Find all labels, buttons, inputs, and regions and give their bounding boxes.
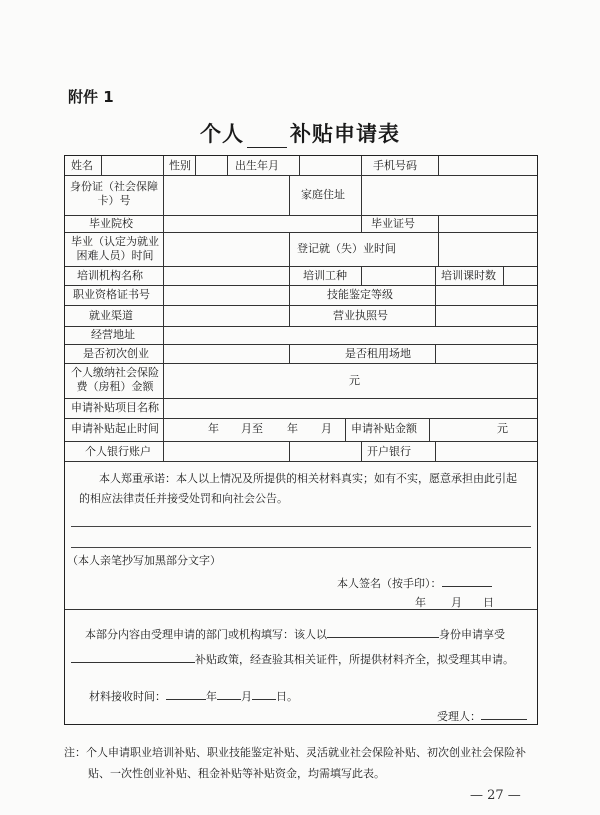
footnote — [64, 742, 544, 784]
receipt-month-blank[interactable] — [217, 688, 241, 700]
label-period: 申请补贴起止时间 — [71, 422, 159, 435]
label-registration: 登记就（失）业时间 — [297, 242, 396, 255]
receipt-day-blank[interactable] — [252, 688, 276, 700]
pledge-year: 年 — [415, 596, 426, 609]
label-project: 申请补贴项目名称 — [71, 401, 159, 414]
application-form — [64, 155, 538, 725]
pledge-month: 月 — [451, 596, 462, 609]
form-title — [0, 118, 600, 148]
title-prefix: 个人 — [200, 121, 244, 146]
signature-label: 本人签名（按手印）： — [337, 575, 492, 591]
label-bank: 开户银行 — [367, 445, 411, 458]
label-insurance: 个人缴纳社会保险费（房租）金额 — [71, 366, 159, 393]
copy-line-1[interactable] — [71, 526, 531, 527]
footnote-line1: 注：个人申请职业培训补贴、职业技能鉴定补贴、灵活就业社会保险补贴、初次创业社会保险补 — [64, 746, 526, 759]
label-first-startup: 是否初次创业 — [83, 347, 149, 360]
label-channel: 就业渠道 — [89, 309, 133, 322]
pledge-day: 日 — [483, 596, 494, 609]
period-month2: 月 — [321, 422, 332, 435]
policy-blank[interactable] — [71, 651, 195, 663]
label-address: 家庭住址 — [301, 188, 345, 201]
label-school: 毕业院校 — [89, 217, 133, 230]
identity-blank[interactable] — [327, 626, 439, 638]
receipt-time: 材料接收时间： 年 月 日。 — [89, 690, 298, 703]
copy-line-2[interactable] — [71, 547, 531, 548]
handler-label: 受理人： — [437, 708, 527, 724]
label-hours: 培训课时数 — [441, 269, 496, 282]
page-number: — 27 — — [470, 788, 521, 803]
label-amount: 申请补贴金额 — [351, 422, 417, 435]
attachment-label: 附件 1 — [68, 88, 114, 106]
receipt-year-blank[interactable] — [166, 688, 206, 700]
label-name: 姓名 — [71, 159, 93, 172]
footnote-line2: 贴、一次性创业补贴、租金补贴等补贴资金，均需填写此表。 — [88, 767, 385, 780]
label-gender: 性别 — [169, 159, 191, 172]
label-account: 个人银行账户 — [85, 445, 151, 458]
unit-yuan-amount: 元 — [497, 422, 508, 435]
period-month-to: 月至 — [241, 422, 263, 435]
label-qual-no: 职业资格证书号 — [73, 288, 150, 301]
signature-blank[interactable] — [442, 575, 492, 587]
period-year2: 年 — [287, 422, 298, 435]
label-birth: 出生年月 — [235, 159, 279, 172]
label-skill-level: 技能鉴定等级 — [327, 288, 393, 301]
label-grad-time: 毕业（认定为就业困难人员）时间 — [71, 235, 159, 262]
label-id-card: 身份证（社会保障卡）号 — [70, 180, 158, 207]
label-biz-addr: 经营地址 — [91, 328, 135, 341]
office-line1: 本部分内容由受理申请的部门或机构填写：该人以 身份申请享受 — [85, 628, 505, 641]
title-suffix: 补贴申请表 — [290, 121, 400, 146]
pledge-text: 本人郑重承诺：本人以上情况及所提供的相关材料真实；如有不实，愿意承担由此引起的相应法律责任并接受处罚和向社会公告。 — [79, 472, 517, 505]
unit-yuan-insurance: 元 — [349, 374, 360, 387]
label-cert-no: 毕业证号 — [371, 217, 415, 230]
label-license: 营业执照号 — [333, 309, 388, 322]
label-phone: 手机号码 — [373, 159, 417, 172]
handler-blank[interactable] — [481, 708, 527, 720]
label-rented: 是否租用场地 — [345, 347, 411, 360]
office-line2: 补贴政策，经查验其相关证件，所提供材料齐全，拟受理其申请。 — [71, 651, 514, 667]
copy-hint: （本人亲笔抄写加黑部分文字） — [67, 554, 221, 567]
label-trade: 培训工种 — [303, 269, 347, 282]
title-blank[interactable] — [247, 131, 287, 148]
label-institution: 培训机构名称 — [77, 269, 143, 282]
period-year1: 年 — [208, 422, 219, 435]
